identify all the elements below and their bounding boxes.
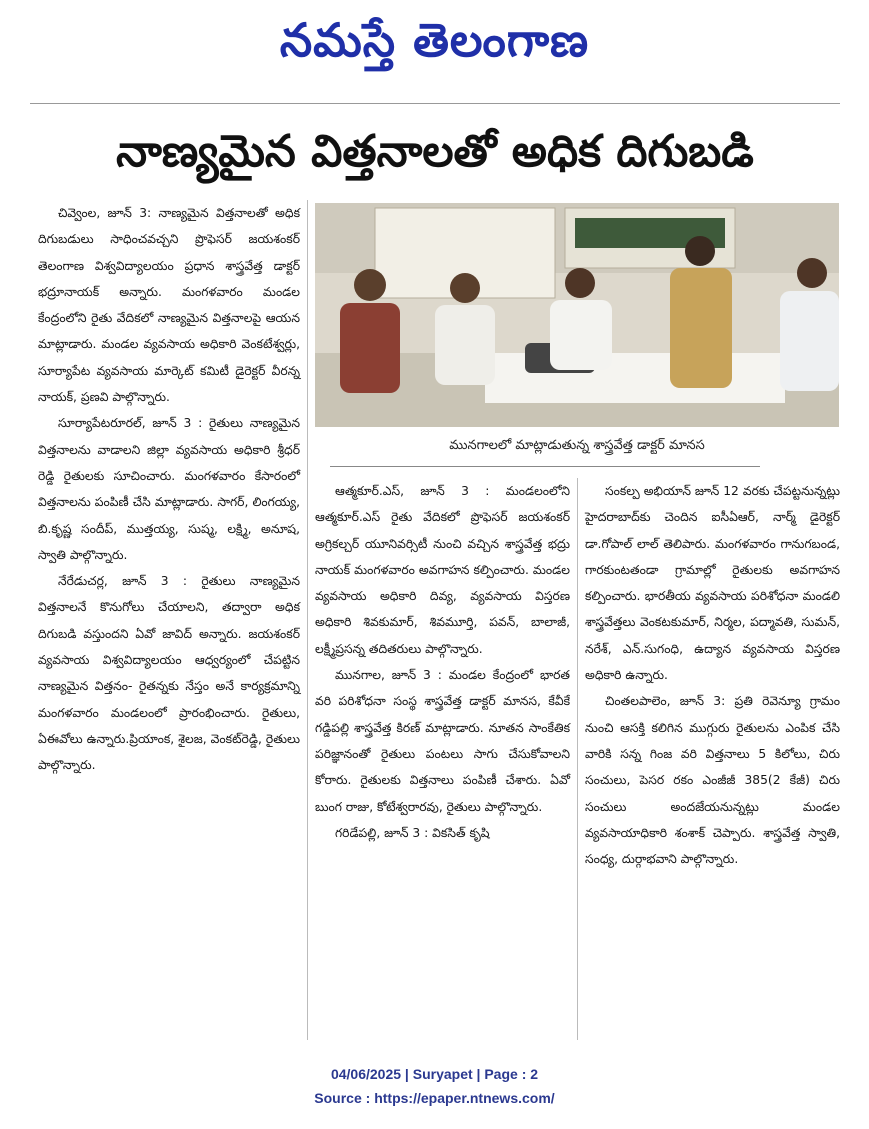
photo-meeting-icon xyxy=(315,203,839,427)
top-divider xyxy=(30,103,840,104)
article-paragraph: సూర్యాపేటరూరల్, జూన్ 3 : రైతులు నాణ్యమైన విత్తనాలను వాడాలని జిల్లా వ్యవసాయ అధికారి శ్రీధర్ రెడ్డి రైతులకు సూచించారు. మంగళవారం కేసారంలో విత్తనాలను పంపిణీ చేసి మాట్లాడారు. సాగర్, లింగయ్య, బి.కృష్ణ సందీప్, ముత్తయ్య, సుష్మ, లక్ష్మి, అనూష, స్వాతి పాల్గొన్నారు. xyxy=(38,416,300,562)
article-headline: నాణ్యమైన విత్తనాలతో అధిక దిగుబడి xyxy=(116,126,754,177)
article-paragraph: ఆత్మకూర్.ఎస్, జూన్ 3 : మండలంలోని ఆత్మకూర్.ఎస్ రైతు వేదికలో ప్రొఫెసర్ జయశంకర్ అగ్రికల్చర్ యూనివర్సిటీ నుంచి వచ్చిన శాస్త్రవేత్త భద్రు నాయక్ మంగళవారం అవగాహన కల్పించారు. మండల వ్యవసాయ అధికారి దివ్య, వ్యవసాయ విస్తరణ అధికారి శివకుమార్, శివమూర్తి, పవన్, బాలాజీ, లక్ష్మీప్రసన్న తదితరులు పాల్గొన్నారు. xyxy=(315,484,570,656)
caption-divider xyxy=(330,466,760,467)
source-link[interactable]: Source : https://epaper.ntnews.com/ xyxy=(314,1090,555,1106)
newspaper-masthead: నమస్తే తెలంగాణ xyxy=(279,13,590,67)
article-paragraph: సంకల్ప అభియాన్ జూన్ 12 వరకు చేపట్టనున్నట్లు హైదరాబాద్‌కు చెందిన ఐసీఏఆర్, నార్మ్ డైరెక్టర్ డా.గోపాల్ లాల్ తెలిపారు. మంగళవారం గానుగబండ, గారకుంటతండా గ్రామాల్లో రైతులకు అవగాహన కల్పించారు. భారతీయ వ్యవసాయ పరిశోధనా మండలి శాస్త్రవేత్తలు వెంకటకుమార్, నిర్మల, పద్మావతి, సుమన్, నరేశ్, ఎన్.సుగంధి, ఉద్యాన వ్యవసాయ విస్తరణ అధికారి ఉన్నారు. xyxy=(585,484,840,683)
article-column-3 xyxy=(585,478,840,1040)
edition-info: 04/06/2025 | Suryapet | Page : 2 xyxy=(330,1066,539,1082)
article-paragraph: మునగాల, జూన్ 3 : మండల కేంద్రంలో భారత వరి పరిశోధనా సంస్థ శాస్త్రవేత్త డాక్టర్ మానస, కేవీకే గడ్డిపల్లి శాస్త్రవేత్త కిరణ్ మాట్లాడారు. నూతన సాంకేతిక పరిజ్ఞానంతో రైతులు పంటలు సాగు చేసుకోవాలని కోరారు. రైతులకు విత్తనాలు పంపిణీ చేశారు. ఏవో బుంగ రాజు, కోటేశ్వరారవు, రైతులు పాల్గొన్నారు. xyxy=(315,668,570,814)
article-column-1 xyxy=(38,200,300,1040)
article-column-2 xyxy=(315,478,570,1040)
article-photo xyxy=(315,203,839,427)
article-paragraph: చివ్వెంల, జూన్ 3: నాణ్యమైన విత్తనాలతో అధిక దిగుబడులు సాధించవచ్చని ప్రొఫెసర్ జయశంకర్ తెలంగాణ విశ్వవిద్యాలయం ప్రధాన శాస్త్రవేత్త డాక్టర్ భద్రూనాయక్ అన్నారు. మంగళవారం మండల కేంద్రంలోని రైతు వేదికలో నాణ్యమైన విత్తనాలపై ఆయన మాట్లాడారు. మండల వ్యవసాయ అధికారి వెంకటేశ్వర్లు, సూర్యాపేట వ్యవసాయ మార్కెట్ కమిటీ డైరెక్టర్ వీరన్న నాయక్, ప్రణవి పాల్గొన్నారు. xyxy=(38,206,300,405)
photo-caption: మునగాలలో మాట్లాడుతున్న శాస్త్రవేత్త డాక్టర్ మానస xyxy=(449,438,705,453)
column-divider xyxy=(577,478,578,1040)
article-paragraph: చింతలపాలెం, జూన్ 3: ప్రతి రెవెన్యూ గ్రామం నుంచి ఆసక్తి కలిగిన ముగ్గురు రైతులను ఎంపిక చేసి వారికి సన్న గింజ వరి విత్తనాలు 5 కిలోలు, చిరు సంచులు, పెసర రకం ఎంజీజీ 385(2 కేజీ) చిరు సంచులు అందజేయనున్నట్లు మండల వ్యవసాయాధికారి శంశాక్ చెప్పారు. శాస్త్రవేత్త స్వాతి, సంధ్య, దుర్గాభవాని పాల్గొన్నారు. xyxy=(585,694,840,867)
column-divider xyxy=(307,200,308,1040)
article-paragraph: నేరేడుచర్ల, జూన్ 3 : రైతులు నాణ్యమైన విత్తనాలనే కొనుగోలు చేయాలని, తద్వారా అధిక దిగుబడి వస్తుందని ఏవో జావిద్ అన్నారు. జయశంకర్ వ్యవసాయ విశ్వవిద్యాలయం ఆధ్వర్యంలో చేపట్టిన నాణ్యమైన విత్తనం- రైతన్నకు నేస్తం అనే కార్యక్రమాన్ని మంగళవారం మండలంలో ప్రారంభించారు. రైతులు, ఏఈవోలు ఉన్నారు.ప్రియాంక, శైలజ, వెంకట్‌రెడ్డి, రైతులు పాల్గొన్నారు. xyxy=(38,574,300,773)
article-paragraph: గరిడేపల్లి, జూన్ 3 : వికసిత్ కృషి xyxy=(335,825,490,840)
